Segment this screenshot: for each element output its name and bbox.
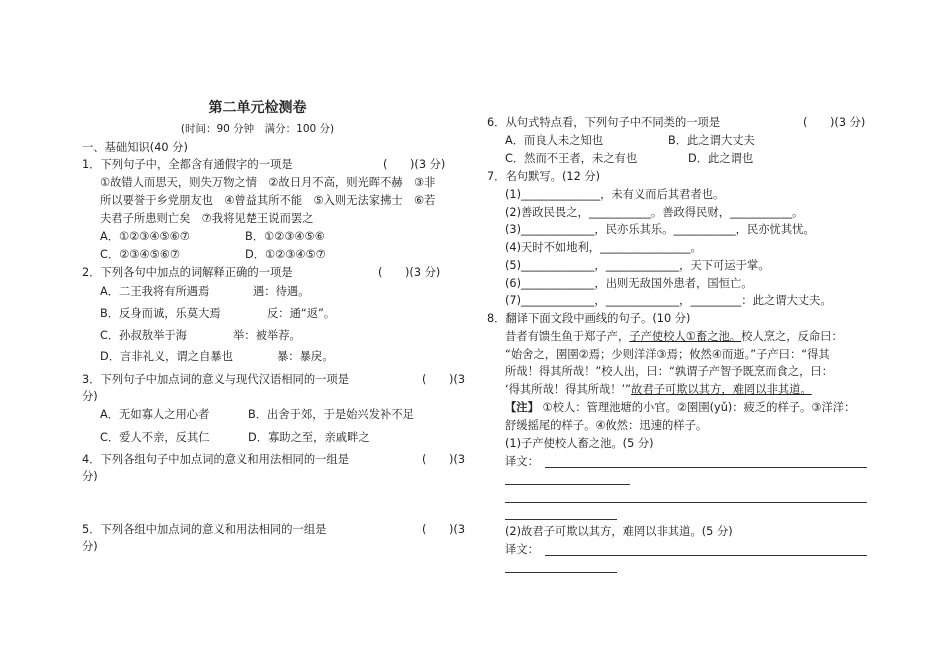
exam-title: 第二单元检测卷 [208,100,307,116]
q1-line: 所以要誉于乡党朋友也 ④曾益其所不能 ⑤入则无法家拂士 ⑥若 [100,194,436,207]
answer-line[interactable] [545,555,867,556]
q3-score-cont: 分) [82,390,98,403]
q2-option-a: A．二王我将有所遇焉 [100,285,210,298]
q6-stem: 6．从句式特点看，下列句子中不同类的一项是 [487,116,721,129]
q1-option-d: D．①②③④⑤⑦ [245,248,326,261]
q6-option-a: A．而良人未之知也 [505,134,604,147]
q7-item: (7)_____________，_____________，_________：此之谓大丈夫。 [505,294,832,307]
q3-option-a: A．无如寡人之用心者 [100,408,210,421]
q1-line: ①故错人而思天，则失万物之情 ②故日月不高，则光晖不赫 ③非 [100,176,436,189]
q3-option-d: D．寡助之至，亲戚畔之 [248,431,370,444]
answer-line[interactable] [505,572,617,573]
q1-option-a: A．①②③④⑤⑥⑦ [100,230,190,243]
q7-item: (3)_____________，民亦乐其乐。___________，民亦忧其忧。 [505,223,815,236]
q8-passage-line [505,329,843,345]
q5-score-cont: 分) [82,540,98,553]
q2-option-c-note: 举：被举荐。 [233,329,301,342]
q6-option-c: C．然而不王者，未之有也 [505,152,638,165]
q8-passage-text: ‘得其所哉！得其所哉！’” [505,383,632,396]
q8-notes-line: 舒缓摇尾的样子。④攸然：迅速的样子。 [505,419,708,432]
answer-line[interactable] [505,484,630,485]
q8-underlined-sentence-1: 子产使校人①畜之池。 [629,330,742,343]
q2-option-d-note: 暴：暴戾。 [277,350,334,363]
answer-line[interactable] [505,502,867,503]
q2-option-c: C．孙叔敖举于海 [100,329,187,342]
q8-sub-question-1: (1)子产使校人畜之池。(5 分) [505,437,654,450]
q8-passage-text: 校人烹之，反命曰： [741,330,843,343]
q1-option-c: C．②③④⑤⑥⑦ [100,248,180,261]
q7-item: (5)_____________，_____________，天下可运于掌。 [505,259,770,272]
exam-subtitle: (时间：90 分钟 满分：100 分) [180,123,335,135]
answer-line[interactable] [545,467,867,468]
q1-stem: 1．下列句子中，全都含有通假字的一项是 [82,158,293,171]
q8-passage-line [505,382,812,398]
q1-option-b: B．①②③④⑤⑥ [245,230,325,243]
q5-answer-paren: ( )(3 [422,523,466,536]
notes-text: ①校人：管理池塘的小官。②圉圉(yǔ)：疲乏的样子。③洋洋： [542,401,856,414]
q8-passage-text: 昔者有馈生鱼于郑子产， [505,330,630,343]
q3-option-c: C．爱人不亲，反其仁 [100,431,210,444]
q8-notes-line [505,400,855,416]
translation-label: 译文： [505,543,539,556]
q6-option-d: D．此之谓也 [688,152,754,165]
q7-item: (2)善政民畏之，___________。善政得民财，___________。 [505,206,804,219]
q4-score-cont: 分) [82,470,98,483]
q2-option-b: B．反身而诚，乐莫大焉 [100,307,221,320]
section-heading: 一、基础知识(40 分) [82,141,188,154]
q8-underlined-sentence-2: 故君子可欺以其方，难罔以非其道。 [631,383,812,396]
q2-option-a-note: 遇：待遇。 [253,285,310,298]
q1-line: 夫君子所患则亡矣 ⑦我将见楚王说而罢之 [100,212,314,225]
q8-sub-question-2: (2)故君子可欺以其方，难罔以非其道。(5 分) [505,525,733,538]
q2-option-d: D．言非礼义，谓之自暴也 [100,350,233,363]
answer-line[interactable] [505,519,617,520]
q8-stem: 8．翻译下面文段中画线的句子。(10 分) [487,312,691,325]
q7-item: (6)_____________，出则无敌国外患者，国恒亡。 [505,277,753,290]
q8-passage-line: “始舍之，圉圉②焉；少则洋洋③焉；攸然④而逝。”子产曰：“得其 [505,348,830,361]
q7-item: (1)______________，未有义而后其君者也。 [505,188,725,201]
q2-stem: 2．下列各句中加点的词解释正确的一项是 [82,266,293,279]
notes-tag: 【注】 [505,401,539,414]
q2-answer-paren: ( )(3 分) [378,266,441,279]
q1-answer-paren: ( )(3 分) [383,158,446,171]
translation-label: 译文： [505,455,539,468]
q4-answer-paren: ( )(3 [422,453,466,466]
q3-option-b: B．出舍于郊，于是始兴发补不足 [248,408,414,421]
q6-answer-paren: ( )(3 分) [803,116,866,129]
q3-answer-paren: ( )(3 [422,373,466,386]
q2-option-b-note: 反：通“返”。 [267,307,336,320]
q7-item: (4)天时不如地利，________________。 [505,241,702,254]
q6-option-b: B．此之谓大丈夫 [668,134,755,147]
q3-stem: 3．下列句子中加点词的意义与现代汉语相同的一项是 [82,373,350,386]
q7-stem: 7．名句默写。(12 分) [487,170,601,183]
q5-stem: 5．下列各组中加点词的意义和用法相同的一组是 [82,523,327,536]
q8-passage-line: 所哉！得其所哉！”校人出，曰：“孰谓子产智予既烹而食之，曰： [505,365,834,378]
q4-stem: 4．下列各组句子中加点词的意义和用法相同的一组是 [82,453,350,466]
